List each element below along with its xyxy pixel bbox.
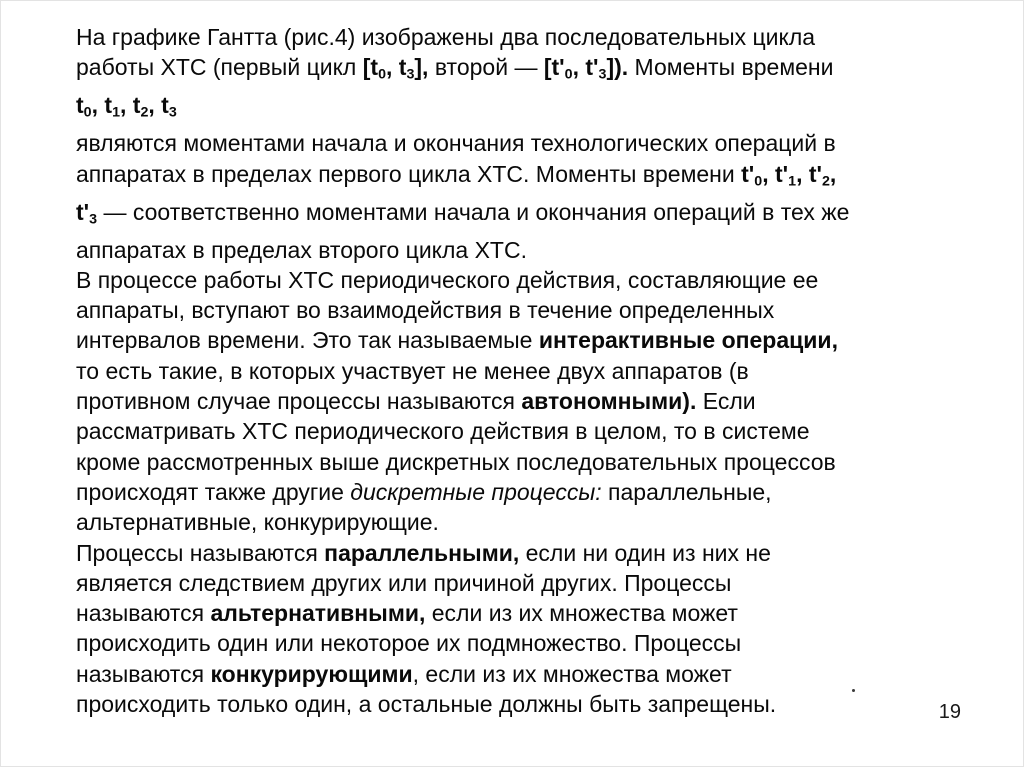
text-segment: Процессы называются <box>76 539 325 566</box>
text-line <box>76 295 987 325</box>
text-segment: 2 <box>140 105 149 121</box>
text-segment: то есть такие, в которых участвует не менее двух аппаратов (в <box>76 357 749 384</box>
text-segment: , t <box>386 54 407 81</box>
text-segment: 3 <box>598 67 607 83</box>
text-line <box>76 159 987 197</box>
text-segment: , t <box>120 92 141 119</box>
text-segment: t' <box>76 198 90 225</box>
text-segment: [t <box>362 54 379 81</box>
text-segment: если из их множества может <box>425 600 738 627</box>
text-segment: аппаратах в пределах первого цикла ХТС. Моменты времени <box>76 160 742 187</box>
text-segment: , t <box>148 92 169 119</box>
text-segment: [t' <box>543 54 565 81</box>
text-line <box>76 265 987 295</box>
text-segment: 3 <box>168 105 177 121</box>
text-segment: конкурирующими <box>210 660 413 687</box>
text-segment: , t' <box>796 160 822 187</box>
text-segment: Если <box>696 388 756 415</box>
text-segment: , t' <box>572 54 599 81</box>
text-line <box>76 507 987 537</box>
text-line <box>76 235 987 265</box>
text-segment: t <box>76 92 84 119</box>
text-segment: альтернативными, <box>210 600 426 627</box>
text-block <box>76 22 987 719</box>
stray-dot <box>852 689 855 692</box>
text-line <box>76 538 987 568</box>
text-line <box>76 386 987 416</box>
text-segment: называются <box>76 600 211 627</box>
text-segment: дискретные процессы: <box>350 478 602 505</box>
text-segment: ]). <box>606 54 629 81</box>
text-line <box>76 22 987 52</box>
text-segment: происходят также другие <box>76 478 351 505</box>
text-segment: происходить только один, а остальные должны быть запрещены. <box>76 691 777 718</box>
text-segment: 2 <box>821 173 830 190</box>
text-line <box>76 628 987 658</box>
text-line <box>76 568 987 598</box>
text-segment: , t' <box>762 160 789 187</box>
text-segment: t' <box>741 160 755 187</box>
text-line <box>76 416 987 446</box>
text-segment: 0 <box>83 105 92 121</box>
text-segment: , если из их множества может <box>412 660 732 687</box>
text-segment: работы ХТС (первый цикл <box>76 54 363 81</box>
text-segment: 1 <box>788 173 797 190</box>
text-line <box>76 356 987 386</box>
text-segment: автономными). <box>521 388 697 415</box>
text-segment: — соответственно моментами начала и окончания операций в тех же <box>97 198 850 225</box>
text-segment: 0 <box>754 173 763 190</box>
text-segment: 0 <box>564 67 573 83</box>
text-line <box>76 447 987 477</box>
text-segment: происходить один или некоторое их подмножество. Процессы <box>76 630 742 657</box>
text-segment: ], <box>414 54 429 81</box>
page-number: 19 <box>938 701 961 723</box>
text-segment: параллельные, <box>601 478 772 505</box>
text-line <box>76 689 987 719</box>
text-line <box>76 477 987 507</box>
text-segment: На графике Гантта (рис.4) изображены два последовательных цикла <box>76 24 816 50</box>
text-segment: 1 <box>112 105 120 121</box>
text-segment: , <box>829 160 837 187</box>
text-segment: является следствием других или причиной других. Процессы <box>76 569 732 596</box>
text-line <box>76 325 987 355</box>
text-segment: Моменты времени <box>628 54 834 81</box>
text-line <box>76 659 987 689</box>
text-segment: В процессе работы ХТС периодического действия, составляющие ее <box>76 266 819 293</box>
text-line <box>76 128 987 158</box>
text-segment: кроме рассмотренных выше дискретных последовательных процессов <box>76 448 836 475</box>
text-line <box>76 90 987 128</box>
text-segment: аппараты, вступают во взаимодействия в течение определенных <box>76 297 775 324</box>
text-segment: параллельными, <box>324 539 520 566</box>
text-segment: аппаратах в пределах второго цикла ХТС. <box>76 236 527 263</box>
text-segment: если ни один из них не <box>519 539 771 566</box>
text-segment: второй — <box>428 54 544 81</box>
text-segment: противном случае процессы называются <box>76 388 522 415</box>
text-segment: альтернативные, конкурирующие. <box>76 509 439 536</box>
text-segment: 3 <box>406 67 415 83</box>
text-segment: интервалов времени. Это так называемые <box>76 327 539 354</box>
text-segment: , t <box>91 92 113 119</box>
text-segment: рассматривать ХТС периодического действия в целом, то в системе <box>76 418 810 445</box>
text-segment: являются моментами начала и окончания технологических операций в <box>76 130 836 157</box>
text-segment: 0 <box>378 67 386 83</box>
text-line <box>76 598 987 628</box>
text-line <box>76 197 987 235</box>
text-segment: называются <box>76 660 211 687</box>
text-segment: интерактивные операции, <box>538 327 838 354</box>
text-line <box>76 52 987 90</box>
text-segment: 3 <box>89 211 98 228</box>
